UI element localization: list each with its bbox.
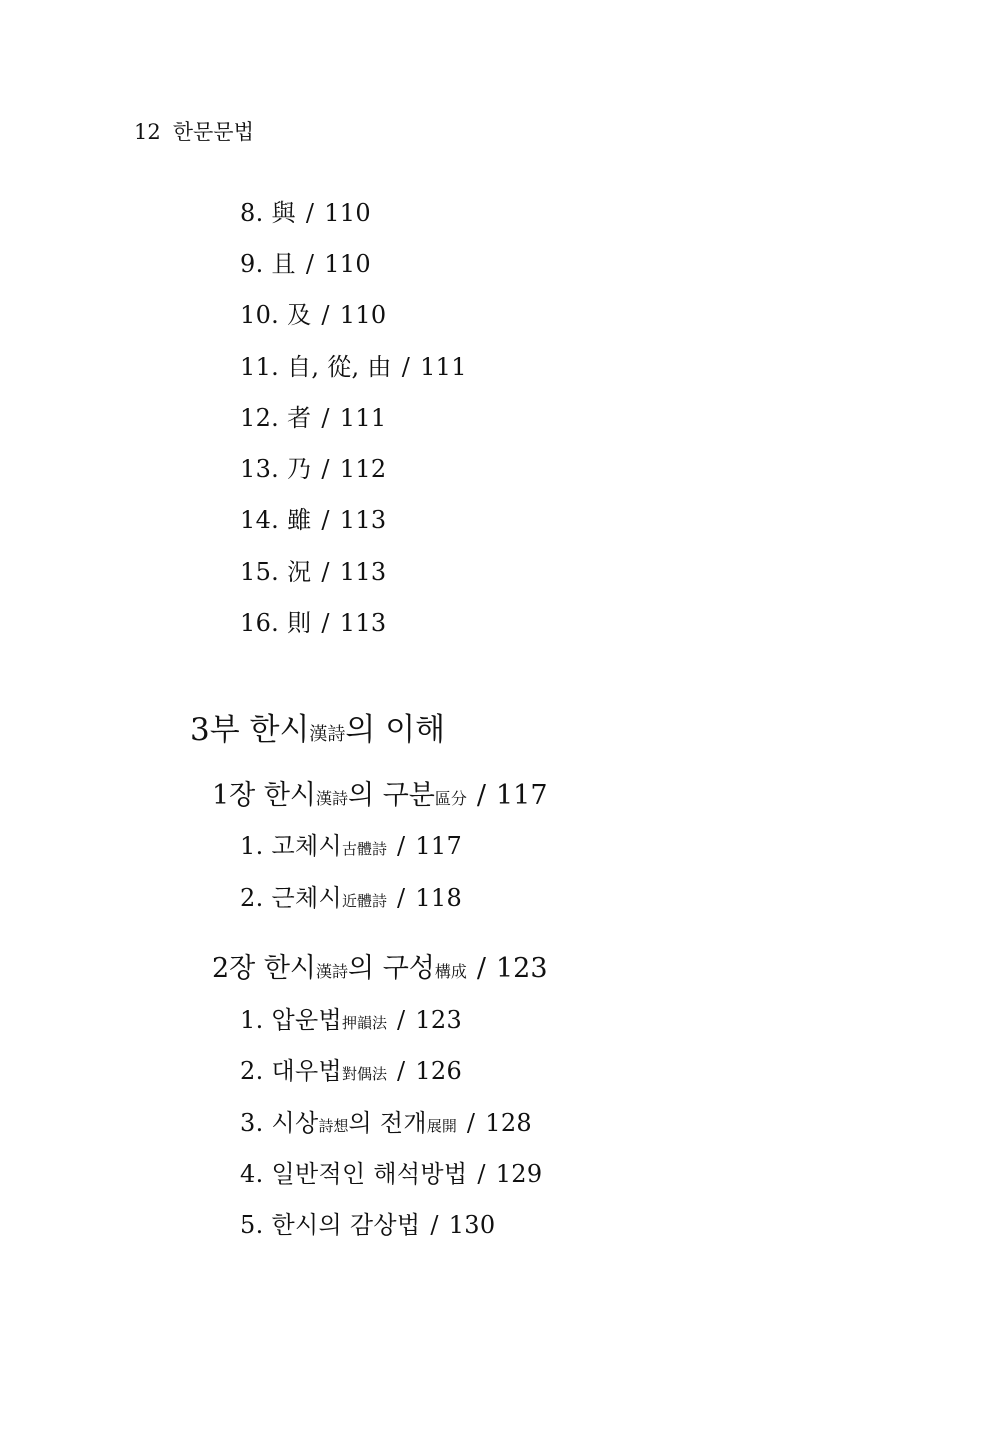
- entry-title-tail: 의 전개: [348, 1109, 427, 1137]
- entry-hanja: 詩想: [318, 1117, 349, 1135]
- toc-entry: [240, 196, 371, 230]
- entry-page: 123: [415, 1006, 463, 1034]
- toc-entry: [240, 247, 371, 281]
- entry-number: 16.: [240, 609, 280, 637]
- toc-entry: [240, 452, 387, 486]
- entry-number: 2.: [240, 884, 264, 912]
- separator: /: [321, 506, 330, 534]
- toc-entry: [240, 606, 387, 640]
- toc-entry: [240, 503, 387, 537]
- part-title-suffix: 의 이해: [345, 712, 446, 748]
- page-number: 12: [134, 120, 161, 144]
- running-head: [134, 116, 254, 148]
- separator: /: [477, 1160, 486, 1188]
- entry-number: 1.: [240, 1006, 264, 1034]
- toc-entry: [240, 1106, 532, 1143]
- separator: /: [476, 780, 486, 811]
- separator: /: [430, 1211, 439, 1239]
- entry-title: 근체시: [271, 884, 342, 912]
- entry-number: 9.: [240, 250, 264, 278]
- separator: /: [321, 609, 330, 637]
- entry-hanja: 對偶法: [341, 1065, 387, 1083]
- entry-title: 自, 從, 由: [287, 353, 392, 381]
- entry-page: 111: [339, 404, 387, 432]
- entry-number: 3.: [240, 1109, 264, 1137]
- entry-number: 13.: [240, 455, 280, 483]
- toc-entry: [240, 350, 467, 384]
- entry-hanja: 押韻法: [341, 1014, 387, 1032]
- entry-page: 110: [339, 301, 387, 329]
- entry-title: 且: [271, 250, 296, 278]
- entry-number: 4.: [240, 1160, 264, 1188]
- book-title: 한문문법: [172, 120, 254, 144]
- part-title-hanja: 漢詩: [309, 724, 346, 745]
- entry-page: 110: [324, 250, 371, 278]
- entry-number: 2.: [240, 1057, 264, 1085]
- separator: /: [321, 301, 330, 329]
- entry-page: 117: [415, 832, 463, 860]
- entry-page: 113: [339, 506, 387, 534]
- entry-page: 110: [324, 199, 371, 227]
- chapter-heading: [212, 950, 548, 991]
- toc-entry: [240, 1054, 462, 1091]
- toc-entry: [240, 1208, 495, 1242]
- entry-title: 則: [287, 609, 312, 637]
- entry-page: 112: [339, 455, 387, 483]
- toc-entry: [240, 401, 387, 435]
- chapter-hanja: 區分: [434, 789, 467, 808]
- toc-entry: [240, 555, 387, 589]
- entry-page: 111: [420, 353, 467, 381]
- separator: /: [401, 353, 411, 381]
- entry-number: 14.: [240, 506, 280, 534]
- entry-page: 130: [448, 1211, 496, 1239]
- chapter-label: 2장 한시: [212, 953, 317, 984]
- part-title: [190, 708, 445, 757]
- entry-hanja: 古體詩: [341, 840, 387, 858]
- chapter-title: 의 구분: [348, 780, 435, 811]
- separator: /: [321, 455, 330, 483]
- entry-hanja: 近體詩: [341, 892, 387, 910]
- toc-entry: [240, 829, 462, 866]
- toc-entry: [240, 1003, 462, 1040]
- entry-title: 고체시: [271, 832, 342, 860]
- separator: /: [466, 1109, 476, 1137]
- entry-page: 128: [485, 1109, 532, 1137]
- entry-number: 10.: [240, 301, 280, 329]
- entry-number: 5.: [240, 1211, 264, 1239]
- separator: /: [396, 832, 406, 860]
- toc-entry: [240, 1157, 542, 1191]
- entry-page: 129: [495, 1160, 543, 1188]
- entry-title: 乃: [287, 455, 312, 483]
- chapter-hanja: 漢詩: [316, 789, 349, 808]
- entry-number: 12.: [240, 404, 280, 432]
- chapter-page: 117: [496, 780, 548, 811]
- entry-number: 1.: [240, 832, 264, 860]
- separator: /: [396, 1057, 406, 1085]
- chapter-hanja: 漢詩: [316, 962, 349, 981]
- entry-number: 11.: [240, 353, 280, 381]
- entry-page: 113: [339, 609, 387, 637]
- separator: /: [305, 199, 315, 227]
- chapter-page: 123: [496, 953, 548, 984]
- separator: /: [321, 558, 330, 586]
- toc-entry: [240, 298, 387, 332]
- chapter-hanja: 構成: [434, 962, 467, 981]
- part-title-prefix: 3부 한시: [190, 712, 310, 748]
- separator: /: [321, 404, 330, 432]
- entry-title: 與: [271, 199, 296, 227]
- chapter-label: 1장 한시: [212, 780, 317, 811]
- entry-title: 압운법: [271, 1006, 342, 1034]
- entry-title: 한시의 감상법: [271, 1211, 421, 1239]
- entry-title: 대우법: [271, 1057, 342, 1085]
- entry-title: 雖: [287, 506, 312, 534]
- entry-page: 126: [415, 1057, 463, 1085]
- entry-title: 況: [287, 558, 312, 586]
- toc-entry: [240, 881, 462, 918]
- entry-title: 일반적인 해석방법: [271, 1160, 468, 1188]
- entry-title: 及: [287, 301, 312, 329]
- separator: /: [396, 884, 406, 912]
- entry-title: 者: [287, 404, 312, 432]
- entry-number: 15.: [240, 558, 280, 586]
- entry-page: 113: [339, 558, 387, 586]
- chapter-title: 의 구성: [348, 953, 435, 984]
- entry-page: 118: [415, 884, 463, 912]
- chapter-heading: [212, 777, 548, 818]
- entry-hanja: 展開: [426, 1117, 457, 1135]
- entry-title: 시상: [271, 1109, 319, 1137]
- separator: /: [305, 250, 315, 278]
- separator: /: [476, 953, 486, 984]
- entry-number: 8.: [240, 199, 264, 227]
- separator: /: [396, 1006, 406, 1034]
